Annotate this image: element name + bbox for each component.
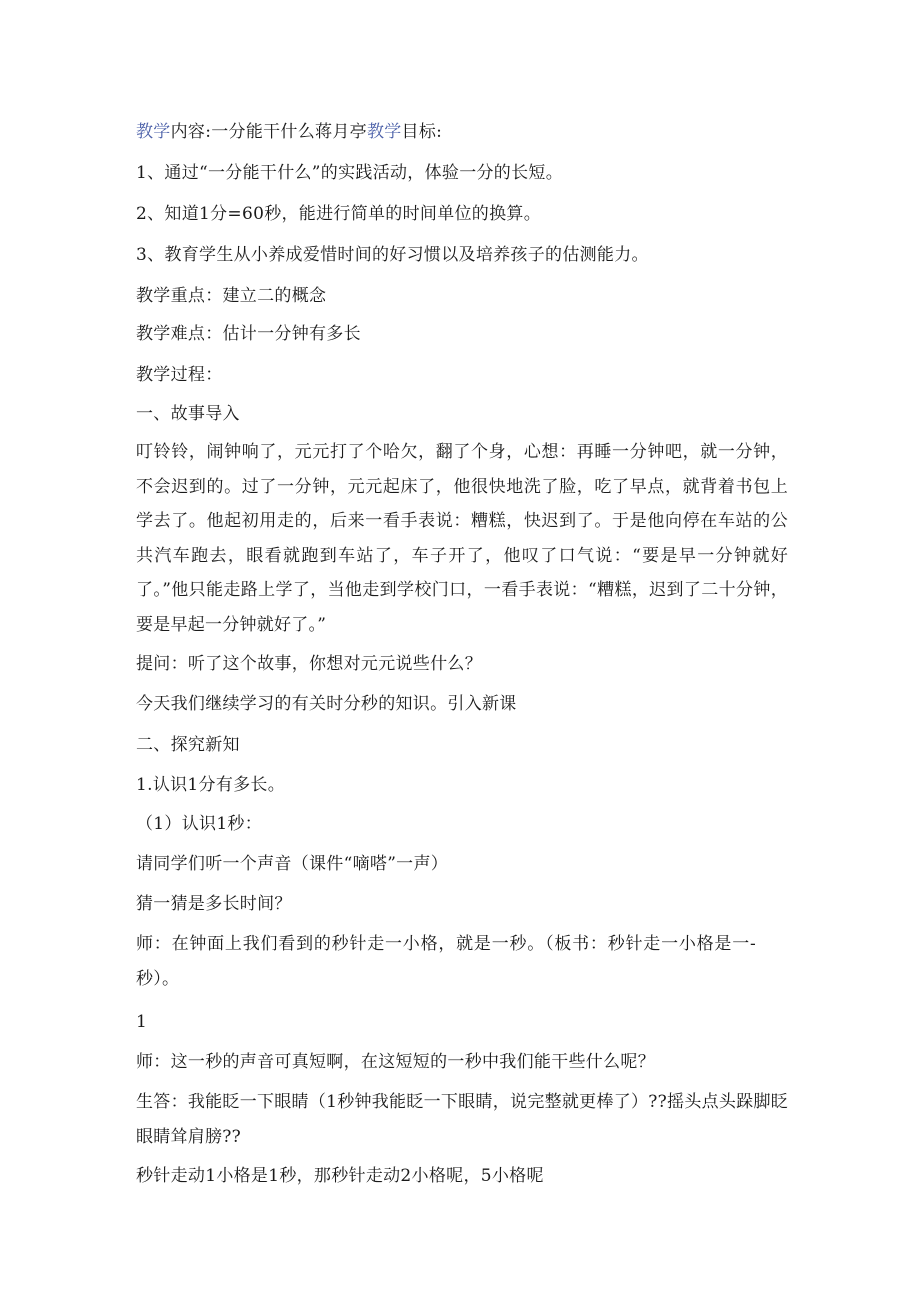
item1-sub: （1）认识1秒：	[136, 814, 263, 834]
goal-1: 1、通过“一分能干什么”的实践活动，体验一分的长短。	[136, 163, 563, 183]
goal-3: 3、教育学生从小养成爱惜时间的好习惯以及培养孩子的估测能力。	[136, 245, 649, 265]
last-line: 秒针走动1小格是1秒，那秒针走动2小格呢，5小格呢	[136, 1166, 544, 1186]
difficulty: 教学难点：估计一分钟有多长	[136, 324, 361, 344]
listen-instruction: 请同学们听一个声音（课件“嘀嗒”一声）	[136, 854, 449, 874]
goal-2: 2、知道1分=60秒，能进行简单的时间单位的换算。	[136, 204, 542, 224]
intro: 今天我们继续学习的有关时分秒的知识。引入新课	[136, 694, 517, 714]
section1-heading: 一、故事导入	[136, 404, 240, 424]
link-teaching-1[interactable]: 教学	[136, 122, 171, 142]
title-goals: 目标:	[401, 122, 443, 142]
title-line	[136, 122, 442, 142]
teacher-line-1: 师：在钟面上我们看到的秒针走一小格，就是一秒。（板书：秒针走一小格是一-秒）。	[136, 934, 756, 989]
story-paragraph: 叮铃铃，闹钟响了，元元打了个哈欠，翻了个身，心想：再睡一分钟吧，就一分钟，不会迟到的。过了一分钟，元元起床了，他很快地洗了脸，吃了早点，就背着书包上学去了。他起初用走的，后来一看手表说：糟糕，快迟到了。于是他向停在车站的公共汽车跑去，眼看就跑到车站了，车子开了，他叹了口气说：“要是早一分钟就好了。”他只能走路上学了，当他走到学校门口，一看手表说：“糟糕，迟到了二十分钟，要是早起一分钟就好了。”	[136, 442, 788, 635]
teacher-line-2: 师：这一秒的声音可真短啊，在这短短的一秒中我们能干些什么呢？	[136, 1052, 655, 1072]
process-heading: 教学过程：	[136, 365, 223, 385]
link-teaching-2[interactable]: 教学	[366, 122, 402, 142]
title-content: 内容:一分能干什么蒋月亭	[170, 122, 367, 142]
key-point: 教学重点：建立二的概念	[136, 286, 327, 306]
question: 提问：听了这个故事，你想对元元说些什么？	[136, 654, 482, 674]
guess-question: 猜一猜是多长时间？	[136, 894, 292, 914]
student-answer: 生答：我能眨一下眼睛（1秒钟我能眨一下眼睛，说完整就更棒了）??摇头点头跺脚眨眼睛耸肩膀??	[136, 1092, 788, 1147]
section2-heading: 二、探究新知	[136, 735, 240, 755]
item1: 1.认识1分有多长。	[136, 775, 286, 795]
page-number: 1	[136, 1012, 148, 1032]
